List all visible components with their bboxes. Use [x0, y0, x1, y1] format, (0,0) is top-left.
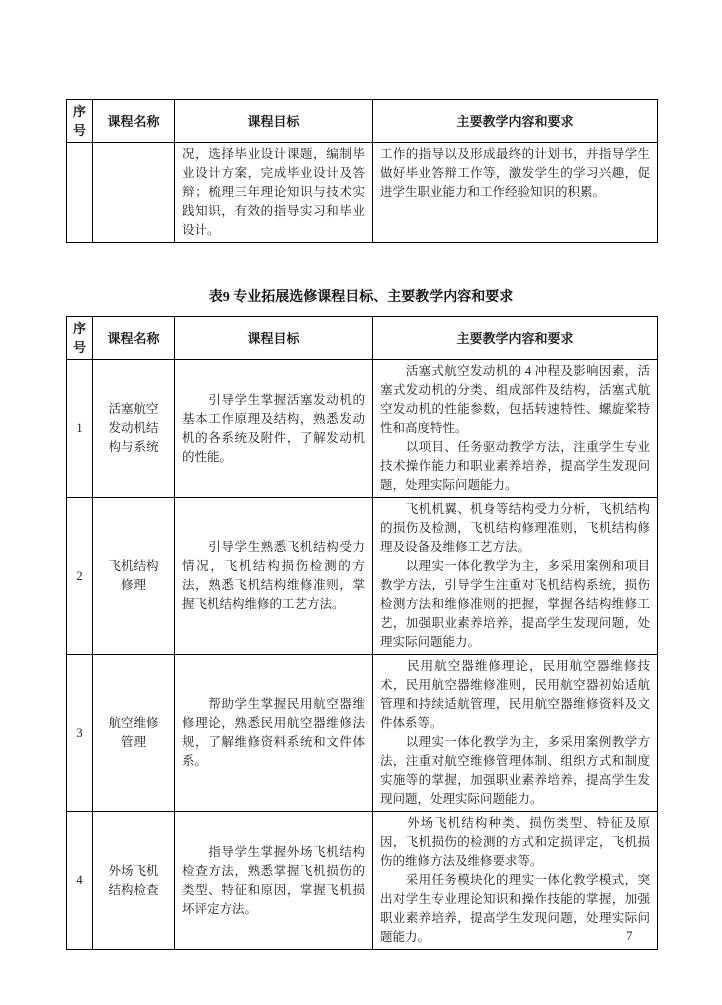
- course-name-cell: 飞机结构修理: [93, 498, 175, 655]
- teaching-content-cell: [373, 655, 658, 812]
- row-number-cell: [67, 143, 93, 243]
- course-name-cell: 航空维修管理: [93, 655, 175, 812]
- course-goal-cell: [175, 498, 373, 655]
- table-row: [67, 360, 658, 498]
- course-name-cell: 外场飞机结构检查: [93, 812, 175, 950]
- row-number-cell: 4: [67, 812, 93, 950]
- table-body: [67, 360, 658, 950]
- table-row: [67, 812, 658, 950]
- paragraph: 帮助学生掌握民用航空器维修理论，熟悉民用航空器维修法规，了解维修资料系统和文件体系。: [182, 697, 365, 768]
- paragraph: 飞机机翼、机身等结构受力分析，飞机结构的损伤及检测，飞机结构修理准则，飞机结构修理及设备及维修工艺方法。: [380, 502, 650, 554]
- table-body: [67, 143, 658, 243]
- paragraph: 工作的指导以及形成最终的计划书，并指导学生做好毕业答辩工作等，激发学生的学习兴趣，促进学生职业能力和工作经验知识的积累。: [380, 147, 650, 199]
- paragraph: 引导学生熟悉飞机结构受力情况，飞机结构损伤检测的方法，熟悉飞机结构维修准则，掌握飞机结构维修的工艺方法。: [182, 540, 365, 611]
- col-header-course-name: 课程名称: [93, 100, 175, 143]
- teaching-content-cell: [373, 498, 658, 655]
- course-name-cell: [93, 143, 175, 243]
- col-header-course-name: 课程名称: [93, 317, 175, 360]
- paragraph: 况，选择毕业设计课题，编制毕业设计方案，完成毕业设计及答辩；梳理三年理论知识与技术实践知识，有效的指导实习和毕业设计。: [182, 147, 365, 237]
- paragraph: 以理实一体化教学为主，多采用案例教学方法，注重对航空维修管理体制、组织方式和制度实施等的掌握，加强职业素养培养，提高学生发现问题，处理实际问题能力。: [380, 735, 650, 806]
- paragraph: 指导学生掌握外场飞机结构检查方法，熟悉掌握飞机损伤的类型、特征和原因，掌握飞机损坏评定方法。: [182, 844, 365, 916]
- col-header-teaching-content: 主要教学内容和要求: [373, 317, 658, 360]
- table9-caption: 表9 专业拓展选修课程目标、主要教学内容和要求: [208, 290, 514, 305]
- header-row: [67, 317, 658, 360]
- elective-course-table: [66, 316, 658, 950]
- course-goal-cell: [175, 655, 373, 812]
- paragraph: 以项目、任务驱动教学方法，注重学生专业技术操作能力和职业素养培养，提高学生发现问题，处理实际问题能力。: [380, 440, 650, 492]
- table-header: [67, 317, 658, 360]
- col-header-teaching-content: 主要教学内容和要求: [373, 100, 658, 143]
- page-number: 7: [626, 928, 633, 943]
- teaching-content-cell: [373, 143, 658, 243]
- table-row: [67, 498, 658, 655]
- continuation-course-table: [66, 99, 658, 243]
- course-goal-cell: [175, 143, 373, 243]
- paragraph: 民用航空器维修理论，民用航空器维修技术，民用航空器维修准则，民用航空器初始适航管理和持续适航管理，民用航空器维修资料及文件体系等。: [380, 659, 650, 730]
- teaching-content-cell: [373, 360, 658, 498]
- row-number-cell: 3: [67, 655, 93, 812]
- col-header-course-goal: 课程目标: [175, 100, 373, 143]
- paragraph: 外场飞机结构种类、损伤类型、特征及原因，飞机损伤的检测的方式和定损评定，飞机损伤的维修方法及维修要求等。: [380, 816, 650, 868]
- course-name-cell: 活塞航空发动机结构与系统: [93, 360, 175, 498]
- teaching-content-cell: [373, 812, 658, 950]
- course-goal-cell: [175, 360, 373, 498]
- table-row: [67, 655, 658, 812]
- paragraph: 采用任务模块化的理实一体化教学模式，突出对学生专业理论知识和操作技能的掌握，加强职业素养培养，提高学生发现问题，处理实际问题能力。: [380, 873, 650, 944]
- table-row: [67, 143, 658, 243]
- paragraph: 引导学生掌握活塞发动机的基本工作原理及结构，熟悉发动机的各系统及附件，了解发动机的性能。: [182, 392, 365, 464]
- course-goal-cell: [175, 812, 373, 950]
- col-header-number: 序号: [67, 317, 93, 360]
- header-row: [67, 100, 658, 143]
- paragraph: 活塞式航空发动机的 4 冲程及影响因素，活塞式发动机的分类、组成部件及结构，活塞式航空发动机的性能参数，包括转速特性、螺旋桨特性和高度特性。: [380, 364, 650, 435]
- row-number-cell: 2: [67, 498, 93, 655]
- col-header-number: 序号: [67, 100, 93, 143]
- table-header: [67, 100, 658, 143]
- col-header-course-goal: 课程目标: [175, 317, 373, 360]
- row-number-cell: 1: [67, 360, 93, 498]
- paragraph: 以理实一体化教学为主，多采用案例和项目教学方法，引导学生注重对飞机结构系统，损伤检测方法和维修准则的把握，掌握各结构维修工艺，加强职业素养培养，提高学生发现问题，处理实际问题能力。: [380, 559, 650, 649]
